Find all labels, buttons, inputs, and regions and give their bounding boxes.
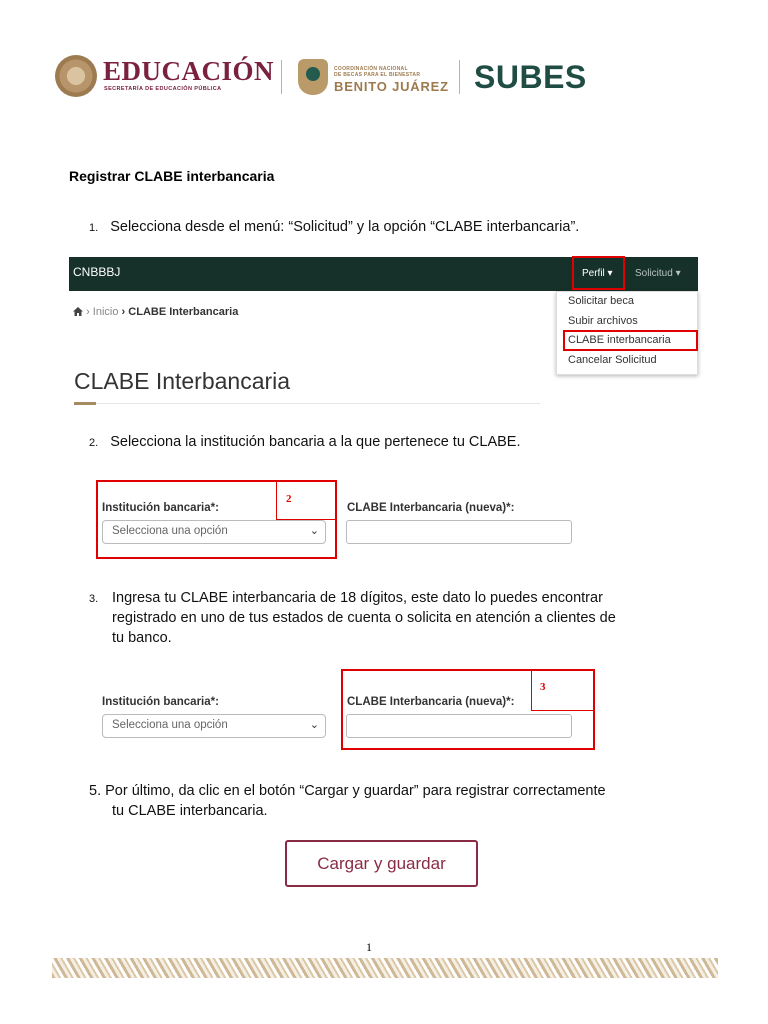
page-heading: CLABE Interbancaria — [74, 368, 291, 394]
benito-juarez-shield-logo — [298, 59, 328, 95]
clabe-input[interactable] — [346, 520, 572, 544]
chevron-down-icon: ⌄ — [309, 719, 319, 731]
breadcrumb: › Inicio › CLABE Interbancaria — [73, 306, 238, 318]
step-2: 2. Selecciona la institución bancaria a la que pertenece tu CLABE. — [89, 434, 521, 450]
menu-item-solicitar-beca[interactable]: Solicitar beca — [568, 295, 635, 307]
logo-divider — [281, 60, 282, 94]
clabe-label: CLABE Interbancaria (nueva)*: — [347, 502, 515, 514]
step-3-text: Ingresa tu CLABE interbancaria de 18 dígitos, este dato lo puedes encontrar registrado en uno de tus estados de cuenta o solicita en atención a clientes de tu banco. — [112, 590, 616, 646]
marker-3: 3 — [540, 681, 546, 693]
navbar-brand[interactable]: CNBBBJ — [73, 265, 121, 279]
nav-perfil-menu[interactable]: Perfil ▾ — [582, 268, 613, 279]
footer-pattern — [52, 958, 718, 978]
logo-divider — [459, 60, 460, 94]
heading-accent-bar — [74, 402, 96, 405]
education-seal-logo — [55, 55, 97, 97]
benito-juarez-logo-title: BENITO JUÁREZ — [334, 79, 449, 94]
home-icon[interactable] — [73, 307, 83, 316]
breadcrumb-inicio[interactable]: Inicio — [92, 306, 119, 318]
marker-2: 2 — [286, 493, 292, 505]
bank-select[interactable]: Selecciona una opción ⌄ — [102, 520, 326, 544]
bank-label: Institución bancaria*: — [102, 696, 219, 708]
education-logo-subtitle: SECRETARÍA DE EDUCACIÓN PÚBLICA — [104, 86, 222, 92]
menu-item-clabe-interbancaria[interactable]: CLABE interbancaria — [568, 334, 671, 346]
highlight-perfil — [572, 256, 625, 290]
highlight-clabe-menu-item — [563, 330, 698, 351]
step-3: 3. — [89, 593, 99, 605]
bank-select[interactable]: Selecciona una opción ⌄ — [102, 714, 326, 738]
step-5: 5. Por último, da clic en el botón “Cargar y guardar” para registrar correctamente tu CLABE interbancaria. — [89, 783, 606, 819]
section-title: Registrar CLABE interbancaria — [69, 168, 275, 184]
clabe-input[interactable] — [346, 714, 572, 738]
education-logo-title: EDUCACIÓN — [103, 56, 275, 86]
heading-divider — [74, 403, 540, 404]
subes-logo: SUBES — [474, 59, 587, 95]
step-1: 1. Selecciona desde el menú: “Solicitud” y la opción “CLABE interbancaria”. — [89, 219, 580, 235]
nav-solicitud-menu[interactable]: Solicitud ▾ — [635, 268, 681, 279]
bank-label: Institución bancaria*: — [102, 502, 219, 514]
breadcrumb-current: CLABE Interbancaria — [128, 306, 239, 318]
benito-juarez-logo-small: COORDINACIÓN NACIONAL DE BECAS PARA EL BIENESTAR — [334, 66, 421, 78]
cargar-guardar-button[interactable]: Cargar y guardar — [285, 840, 478, 887]
menu-item-subir-archivos[interactable]: Subir archivos — [568, 315, 638, 327]
chevron-down-icon: ⌄ — [309, 525, 319, 537]
page-number: 1 — [366, 940, 372, 954]
clabe-label: CLABE Interbancaria (nueva)*: — [347, 696, 515, 708]
menu-item-cancelar-solicitud[interactable]: Cancelar Solicitud — [568, 354, 657, 366]
